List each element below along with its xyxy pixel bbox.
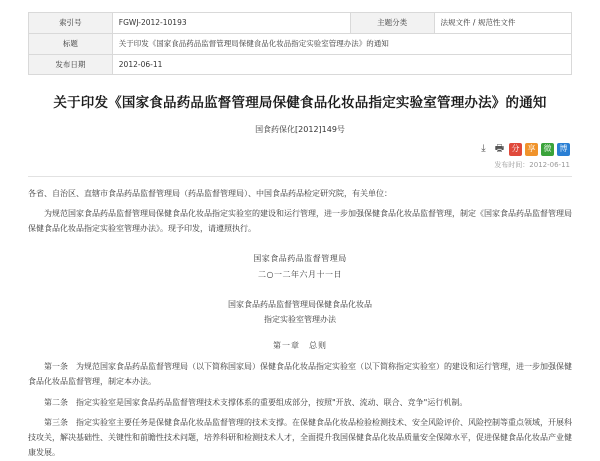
- attachment-heading-line-2: 指定实验室管理办法: [264, 315, 336, 325]
- meta-value-title: 关于印发《国家食品药品监督管理局保健食品化妆品指定实验室管理办法》的通知: [112, 33, 571, 54]
- publish-time: 发布时间：2012-06-11: [494, 160, 570, 169]
- divider: [28, 176, 572, 177]
- weibo-icon[interactable]: 博: [557, 143, 570, 156]
- table-row: [29, 33, 572, 54]
- document-toolbar: [28, 143, 572, 156]
- attachment-heading-line-1: 国家食品药品监督管理局保健食品化妆品: [228, 299, 372, 309]
- table-row: [29, 13, 572, 34]
- meta-label-category: 主题分类: [350, 13, 434, 34]
- meta-value-publish-date: 2012-06-11: [112, 54, 571, 75]
- chapter-heading: 第一章 总则: [273, 341, 327, 351]
- meta-value-category: 法规文件 / 规范性文件: [434, 13, 571, 34]
- meta-value-index: FGWJ-2012-10193: [112, 13, 350, 34]
- meta-label-index: 索引号: [29, 13, 113, 34]
- document-meta-table: [28, 12, 572, 75]
- share-red-icon[interactable]: 分: [509, 143, 522, 156]
- meta-label-title: 标题: [29, 33, 113, 54]
- share-orange-icon[interactable]: 享: [525, 143, 538, 156]
- title-block: [28, 93, 572, 134]
- body-paragraph: 为规范国家食品药品监督管理局保健食品化妆品指定实验室的建设和运行管理，进一步加强保健食品化妆品监督管理，制定《国家食品药品监督管理局保健食品化妆品指定实验室管理办法》。现予印发，请遵照执行。: [28, 209, 572, 234]
- body-paragraph: 各省、自治区、直辖市食品药品监督管理局（药品监督管理局）、中国食品药品检定研究院，有关单位：: [28, 188, 392, 198]
- table-row: [29, 54, 572, 75]
- download-icon[interactable]: ⤓: [481, 143, 486, 154]
- article-item: 第三条 指定实验室主要任务是保健食品化妆品监督管理的技术支撑。在保健食品化妆品检验检测技术、安全风险评价、风险控制等重点领域，开展科技攻关，解决基础性、关键性和前瞻性技术问题，培养科研和检测技术人才，全面提升我国保健食品化妆品质量安全保障水平，促进保健食品化妆品产业健康发展。: [28, 418, 572, 458]
- document-body: [28, 187, 572, 461]
- signature-date: 二○一二年六月十一日: [258, 269, 342, 279]
- meta-label-publish-date: 发布日期: [29, 54, 113, 75]
- page-title: 关于印发《国家食品药品监督管理局保健食品化妆品指定实验室管理办法》的通知: [53, 95, 547, 112]
- print-icon[interactable]: 🖶: [494, 143, 505, 154]
- signature-org: 国家食品药品监督管理局: [253, 253, 347, 263]
- wechat-icon[interactable]: 微: [541, 143, 554, 156]
- document-number: 国食药保化[2012]149号: [255, 124, 345, 134]
- attachment-heading: [28, 297, 572, 327]
- article-item: 第一条 为规范国家食品药品监督管理局（以下简称国家局）保健食品化妆品指定实验室（以下简称指定实验室）的建设和运行管理，进一步加强保健食品化妆品监督管理，制定本办法。: [28, 362, 572, 386]
- signature-block: [28, 251, 572, 283]
- article-item: 第二条 指定实验室是国家食品药品监督管理技术支撑体系的重要组成部分，按照"开放、流动、联合、竞争"运行机制。: [44, 397, 468, 407]
